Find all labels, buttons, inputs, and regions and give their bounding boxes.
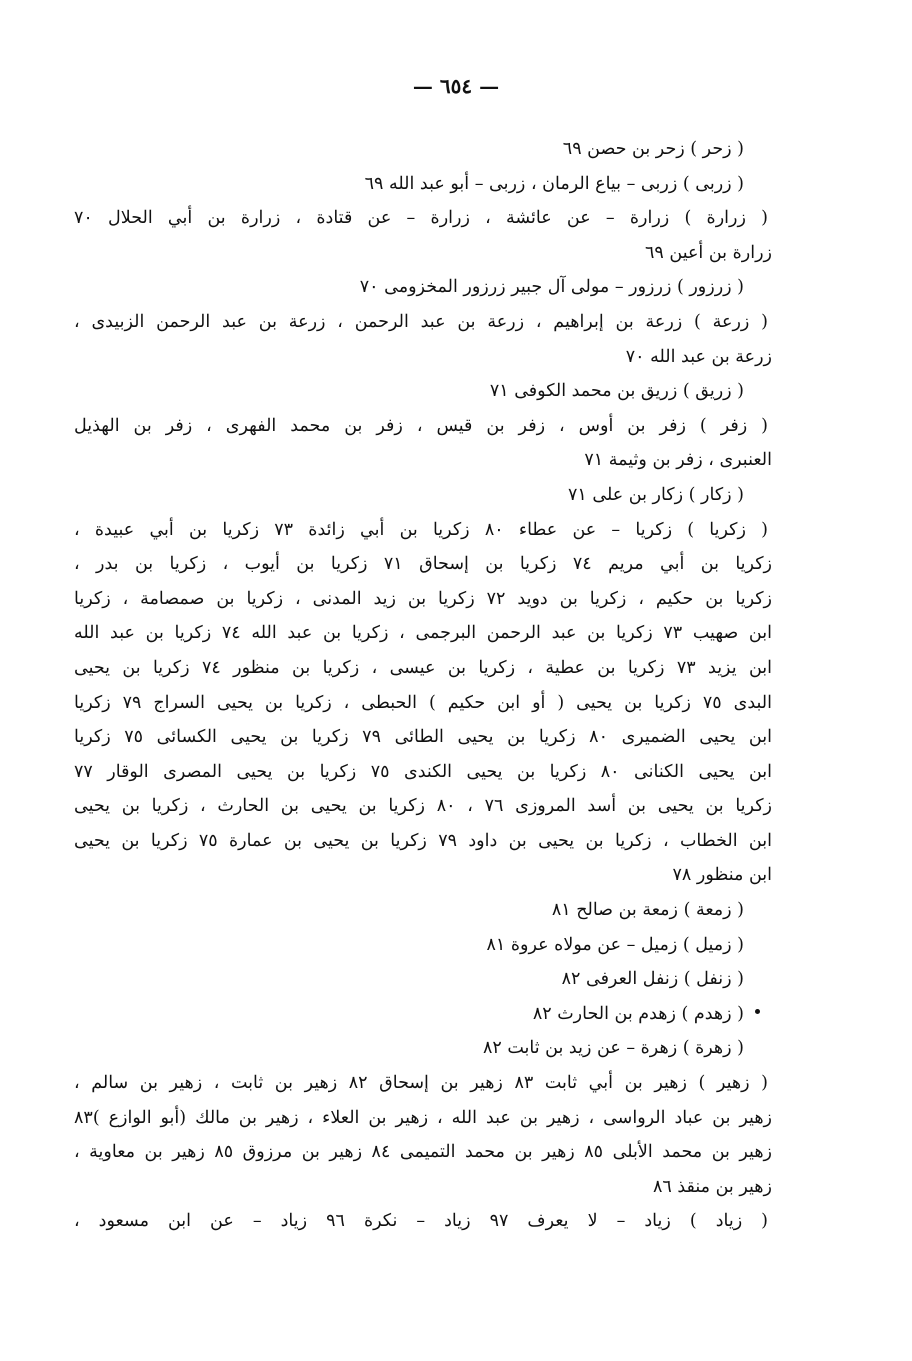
index-entry-zurara: ( زرارة ) زرارة – عن عائشة ، زرارة – عن قتادة ، زرارة بن أبي الحلال ٧٠ (74, 208, 768, 229)
index-entry-continuation: زكريا بن أبي مريم ٧٤ زكريا بن إسحاق ٧١ زكريا بن أيوب ، زكريا بن بدر ، (74, 554, 772, 575)
margin-dot (755, 1009, 760, 1014)
index-entry-zurayq: ( زريق ) زريق بن محمد الكوفى ٧١ (489, 381, 744, 402)
page-number: — ٦٥٤ — (412, 74, 500, 98)
index-entry-zirbi: ( زربى ) زربى – بياع الرمان ، زربى – أبو عبد الله ٦٩ (364, 173, 744, 194)
index-entry-zufar: ( زفر ) زفر بن أوس ، زفر بن قيس ، زفر بن محمد الفهرى ، زفر بن الهذيل (74, 415, 768, 436)
index-entry-zumayl: ( زميل ) زميل – عن مولاه عروة ٨١ (486, 934, 744, 955)
index-entry-zuhra: ( زهرة ) زهرة – عن زيد بن ثابت ٨٢ (482, 1038, 744, 1059)
index-entry-zura: ( زرعة ) زرعة بن إبراهيم ، زرعة بن عبد الرحمن ، زرعة بن عبد الرحمن الزبيدى ، (74, 311, 768, 332)
index-entry-continuation: زكريا بن حكيم ، زكريا بن دويد ٧٢ زكريا بن زيد المدنى ، زكريا بن صمصامة ، زكريا (74, 588, 772, 609)
index-entry-zahr: ( زحر ) زحر بن حصن ٦٩ (562, 139, 744, 159)
index-entry-zuhayr: ( زهير ) زهير بن أبي ثابت ٨٣ زهير بن إسحاق ٨٢ زهير بن ثابت ، زهير بن سالم ، (74, 1073, 768, 1094)
index-entry-continuation: زهير بن منقذ ٨٦ (652, 1176, 772, 1197)
index-entry-zama: ( زمعة ) زمعة بن صالح ٨١ (551, 900, 744, 921)
index-entry-continuation: زرعة بن عبد الله ٧٠ (625, 346, 772, 367)
index-entry-continuation: زهير بن محمد الأبلى ٨٥ زهير بن محمد التميمى ٨٤ زهير بن مرزوق ٨٥ زهير بن معاوية ، (74, 1142, 772, 1163)
index-entry-continuation: ابن يزيد ٧٣ زكريا بن عطية ، زكريا بن عيسى ، زكريا بن منظور ٧٤ زكريا بن يحيى (74, 657, 772, 678)
index-entry-continuation: زكريا بن يحيى بن أسد المروزى ٧٦ ، ٨٠ زكريا بن يحيى بن الحارث ، زكريا بن يحيى (74, 796, 772, 817)
index-list (74, 132, 772, 1239)
index-entry-continuation: ابن الخطاب ، زكريا بن يحيى بن داود ٧٩ زكريا بن يحيى بن عمارة ٧٥ زكريا بن يحيى (74, 830, 772, 851)
index-entry-continuation: ابن صهيب ٧٣ زكريا بن عبد الرحمن البرجمى ، زكريا بن عبد الله ٧٤ زكريا بن عبد الله (74, 623, 772, 644)
index-entry-continuation: ابن يحيى الضميرى ٨٠ زكريا بن يحيى الطائى ٧٩ زكريا بن يحيى الكسائى ٧٥ زكريا (74, 727, 772, 748)
index-entry-continuation: زرارة بن أعين ٦٩ (645, 242, 772, 263)
index-entry-continuation: البدى ٧٥ زكريا بن يحيى ( أو ابن حكيم ) الحبطى ، زكريا بن يحيى السراج ٧٩ زكريا (74, 692, 772, 713)
index-entry-zakariya: ( زكريا ) زكريا – عن عطاء ٨٠ زكريا بن أبي زائدة ٧٣ زكريا بن أبي عبيدة ، (74, 519, 768, 540)
index-entry-continuation: ابن منظور ٧٨ (672, 865, 772, 886)
index-entry-zurzur: ( زرزور ) زرزور – مولى آل جبير زرزور المخزومى ٧٠ (359, 277, 744, 298)
index-entry-ziyad: ( زياد ) زياد – لا يعرف ٩٧ زياد – نكرة ٩٦ زياد – عن ابن مسعود ، (74, 1211, 768, 1232)
index-entry-zunfal: ( زنفل ) زنفل العرفى ٨٢ (561, 969, 744, 990)
index-entry-zahdam: ( زهدم ) زهدم بن الحارث ٨٢ (532, 1003, 744, 1024)
index-entry-continuation: ابن يحيى الكنانى ٨٠ زكريا بن يحيى الكندى ٧٥ زكريا بن يحيى المصرى الوقار ٧٧ (74, 761, 772, 782)
index-entry-continuation: زهير بن عباد الرواسى ، زهير بن عبد الله ، زهير بن العلاء ، زهير بن مالك (أبو الوازع )٨٣ (74, 1107, 772, 1128)
index-entry-continuation: العنبرى ، زفر بن وثيمة ٧١ (584, 450, 772, 471)
index-entry-zakkar: ( زكار ) زكار بن على ٧١ (568, 484, 744, 505)
